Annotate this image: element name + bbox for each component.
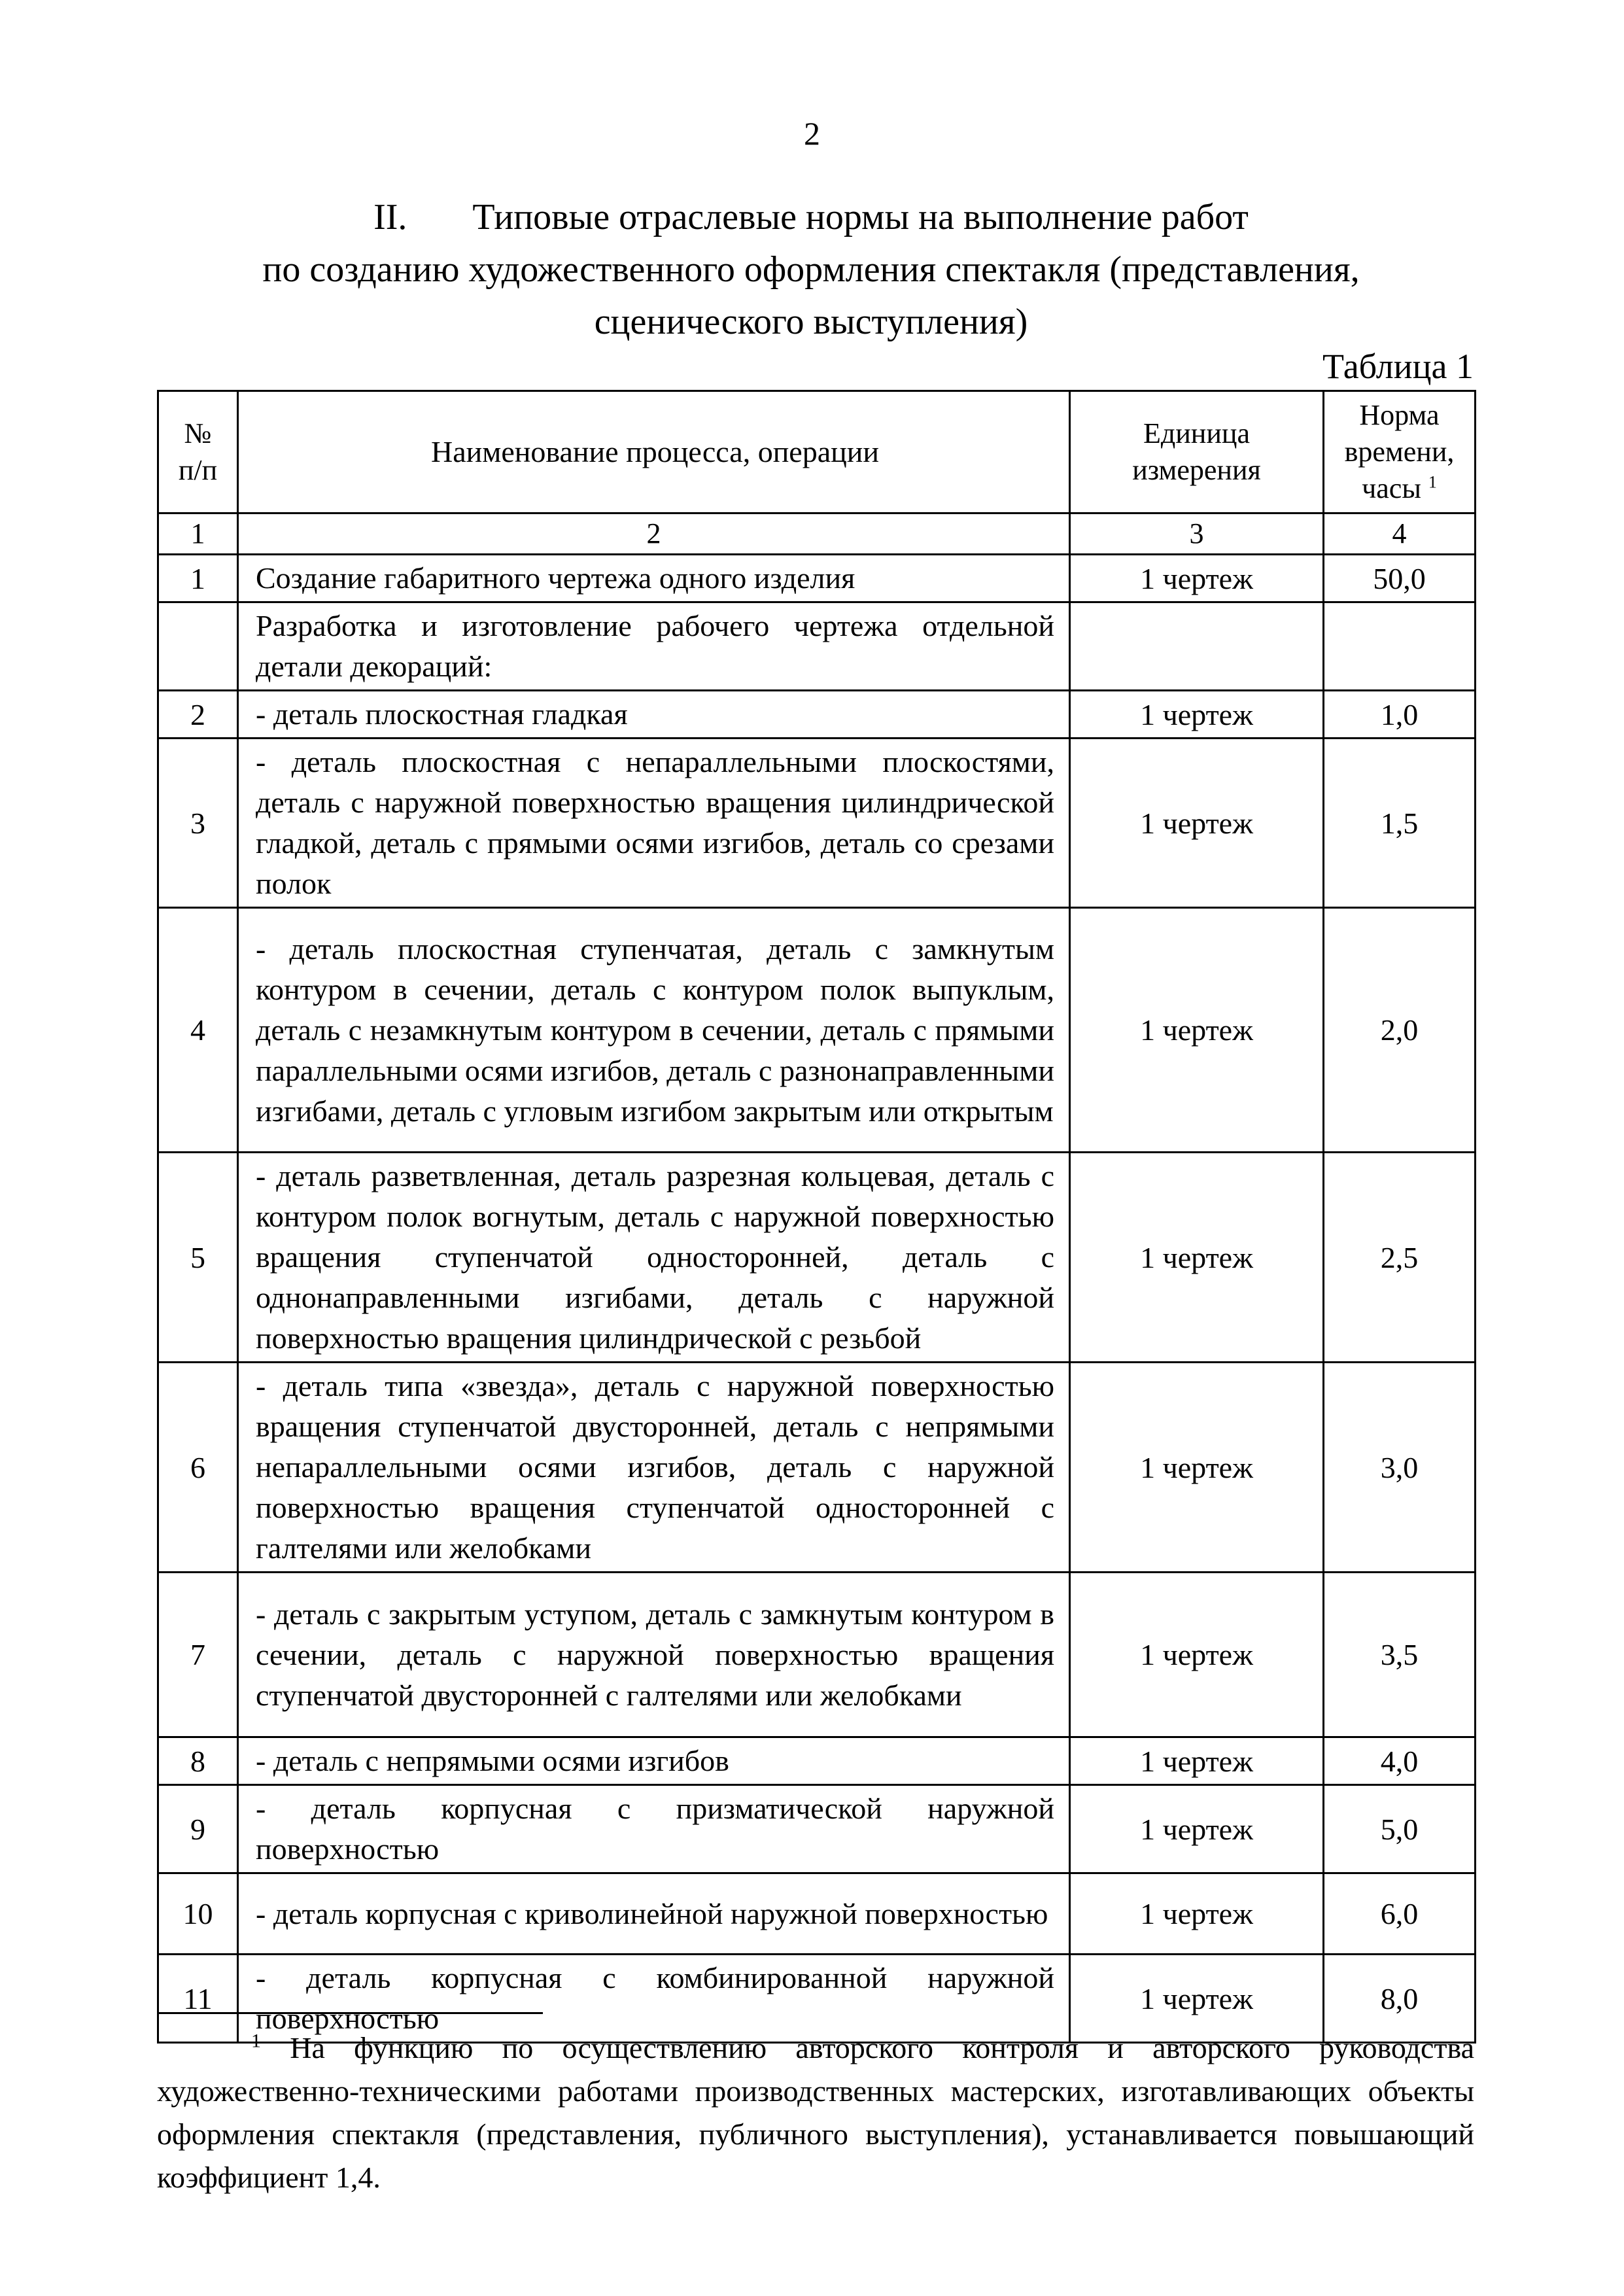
row-num: 9	[158, 1785, 238, 1873]
row-norm: 5,0	[1324, 1785, 1476, 1873]
row-num	[158, 602, 238, 691]
header-norm	[1324, 391, 1476, 513]
row-norm: 1,0	[1324, 691, 1476, 739]
header-norm-line2: времени,	[1344, 436, 1455, 468]
row-unit: 1 чертеж	[1070, 1873, 1324, 1955]
row-name-text: - деталь корпусная с криволинейной наружной поверхностью	[256, 1896, 1048, 1930]
row-name-text: - деталь типа «звезда», деталь с наружной поверхностью вращения ступенчатой двусторонней, деталь с непрямыми непараллельными осями изгибов, деталь с наружной поверхностью вращения ступенчатой односторонней с галтелями или желобками	[256, 1369, 1054, 1565]
footnote-divider	[157, 2012, 543, 2014]
row-unit: 1 чертеж	[1070, 1737, 1324, 1785]
row-name	[238, 1153, 1070, 1363]
row-norm: 2,0	[1324, 908, 1476, 1153]
table-row	[158, 602, 1476, 691]
header-num-line2: п/п	[178, 454, 218, 486]
row-unit: 1 чертеж	[1070, 739, 1324, 908]
header-norm-line1: Норма	[1359, 399, 1440, 431]
row-norm: 3,5	[1324, 1573, 1476, 1737]
table-row	[158, 1785, 1476, 1873]
row-num: 4	[158, 908, 238, 1153]
row-num: 6	[158, 1363, 238, 1573]
page-number: 2	[804, 115, 820, 152]
table-row	[158, 1153, 1476, 1363]
row-unit: 1 чертеж	[1070, 1785, 1324, 1873]
row-num: 8	[158, 1737, 238, 1785]
heading-line-1	[196, 191, 1426, 243]
header-norm-line3	[1324, 470, 1474, 507]
row-norm: 2,5	[1324, 1153, 1476, 1363]
heading-line-2: по созданию художественного оформления спектакля (представления,	[262, 249, 1360, 290]
section-roman-numeral: II.	[373, 197, 407, 237]
table-row	[158, 691, 1476, 739]
table-label: Таблица 1	[1322, 347, 1474, 386]
row-name-text: - деталь с непрямыми осями изгибов	[256, 1744, 729, 1777]
row-unit: 1 чертеж	[1070, 1363, 1324, 1573]
row-name	[238, 691, 1070, 739]
row-name-text: - деталь плоскостная гладкая	[256, 697, 628, 731]
footnote-text: На функцию по осуществлению авторского контроля и авторского руководства художественно-техническими работами производственных мастерских, изготавливающих объекты оформления спектакля (представления, публичного выступления), устанавливается повышающий коэффициент 1,4.	[157, 2031, 1474, 2194]
row-num: 5	[158, 1153, 238, 1363]
row-num: 1	[158, 555, 238, 602]
row-norm: 50,0	[1324, 555, 1476, 602]
row-norm: 6,0	[1324, 1873, 1476, 1955]
row-name-text: - деталь с закрытым уступом, деталь с замкнутым контуром в сечении, деталь с наружной поверхностью вращения ступенчатой двусторонней с галтелями или желобками	[256, 1597, 1054, 1712]
row-name	[238, 1737, 1070, 1785]
footnote-reference-mark: 1	[1428, 472, 1437, 492]
header-unit-line2: измерения	[1132, 454, 1261, 486]
heading-line-3: сценического выступления)	[594, 302, 1028, 342]
norms-table	[157, 390, 1476, 2044]
row-name-text: Разработка и изготовление рабочего чертежа отдельной детали декораций:	[256, 609, 1054, 683]
row-name	[238, 908, 1070, 1153]
row-name-text: - деталь плоскостная ступенчатая, деталь с замкнутым контуром в сечении, деталь с контуром полок выпуклым, деталь с незамкнутым контуром в сечении, деталь с прямыми параллельными осями изгибов, деталь с разнонаправленными изгибами, деталь с угловым изгибом закрытым или открытым	[256, 931, 1054, 1128]
row-unit: 1 чертеж	[1070, 691, 1324, 739]
footnote-mark: 1	[251, 2030, 261, 2052]
column-number: 2	[238, 513, 1070, 555]
table-row	[158, 739, 1476, 908]
table-row	[158, 555, 1476, 602]
column-number: 1	[158, 513, 238, 555]
heading-line-1-text: Типовые отраслевые нормы на выполнение работ	[472, 197, 1249, 237]
row-name-text: - деталь корпусная с призматической наружной поверхностью	[256, 1792, 1054, 1866]
footnote	[157, 2026, 1474, 2199]
row-name	[238, 1785, 1070, 1873]
row-unit: 1 чертеж	[1070, 555, 1324, 602]
table-row	[158, 1737, 1476, 1785]
row-unit: 1 чертеж	[1070, 1955, 1324, 2043]
row-unit	[1070, 602, 1324, 691]
row-name	[238, 1873, 1070, 1955]
row-num: 7	[158, 1573, 238, 1737]
row-norm: 1,5	[1324, 739, 1476, 908]
row-unit: 1 чертеж	[1070, 1153, 1324, 1363]
header-unit-line1: Единица	[1143, 417, 1250, 449]
row-num: 11	[158, 1955, 238, 2043]
column-number-row	[158, 513, 1476, 555]
header-num	[158, 391, 238, 513]
row-num: 10	[158, 1873, 238, 1955]
header-norm-line3-text: часы	[1362, 472, 1421, 504]
header-num-line1: №	[184, 417, 212, 449]
row-norm: 4,0	[1324, 1737, 1476, 1785]
header-name: Наименование процесса, операции	[238, 391, 1070, 513]
row-norm: 8,0	[1324, 1955, 1476, 2043]
row-name	[238, 739, 1070, 908]
table-row	[158, 1363, 1476, 1573]
row-name-text: Создание габаритного чертежа одного изделия	[256, 561, 855, 595]
table-row	[158, 1873, 1476, 1955]
row-name-text: - деталь плоскостная с непараллельными плоскостями, деталь с наружной поверхностью вращения цилиндрической гладкой, деталь с прямыми осями изгибов, деталь со срезами полок	[256, 745, 1054, 900]
column-number: 4	[1324, 513, 1476, 555]
section-heading	[196, 191, 1426, 348]
column-number: 3	[1070, 513, 1324, 555]
row-norm	[1324, 602, 1476, 691]
row-norm: 3,0	[1324, 1363, 1476, 1573]
row-name	[238, 555, 1070, 602]
table-header-row	[158, 391, 1476, 513]
row-name	[238, 1573, 1070, 1737]
row-unit: 1 чертеж	[1070, 908, 1324, 1153]
row-name-text: - деталь разветвленная, деталь разрезная кольцевая, деталь с контуром полок вогнутым, деталь с наружной поверхностью вращения ступенчатой односторонней, деталь с однонаправленными изгибами, деталь с наружной поверхностью вращения цилиндрической с резьбой	[256, 1159, 1054, 1355]
table-row	[158, 908, 1476, 1153]
row-name-text: - деталь корпусная с комбинированной наружной поверхностью	[256, 1961, 1054, 2035]
header-unit	[1070, 391, 1324, 513]
row-num: 3	[158, 739, 238, 908]
row-name	[238, 1363, 1070, 1573]
row-name	[238, 602, 1070, 691]
row-unit: 1 чертеж	[1070, 1573, 1324, 1737]
table-row	[158, 1573, 1476, 1737]
row-num: 2	[158, 691, 238, 739]
